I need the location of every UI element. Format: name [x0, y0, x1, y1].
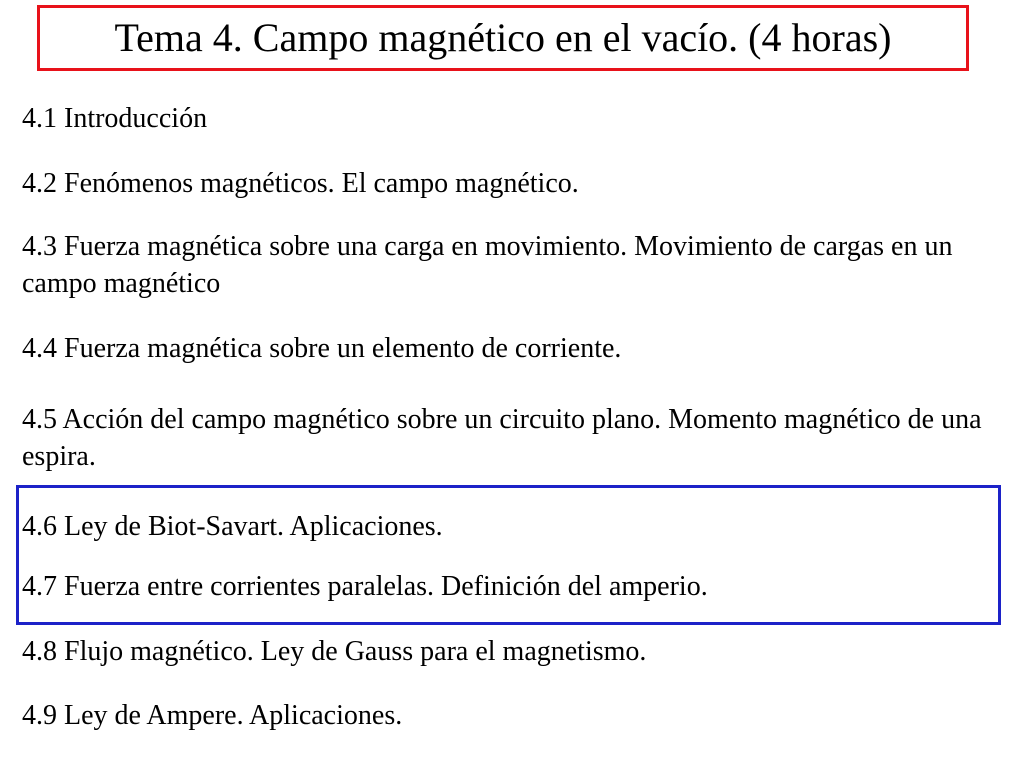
topic-item-4-1: 4.1 Introducción: [22, 103, 208, 134]
topic-item-4-2: 4.2 Fenómenos magnéticos. El campo magnético.: [22, 168, 579, 199]
topic-item-4-4: 4.4 Fuerza magnética sobre un elemento de corriente.: [22, 333, 622, 364]
topic-item-4-3: 4.3 Fuerza magnética sobre una carga en movimiento. Movimiento de cargas en un campo magnético: [22, 231, 953, 299]
slide-title: Tema 4. Campo magnético en el vacío. (4 horas): [114, 15, 892, 60]
topic-item-4-8: 4.8 Flujo magnético. Ley de Gauss para el magnetismo.: [22, 636, 647, 667]
topic-item-4-5: 4.5 Acción del campo magnético sobre un circuito plano. Momento magnético de una espira.: [22, 404, 982, 472]
topic-item-4-9: 4.9 Ley de Ampere. Aplicaciones.: [22, 700, 403, 731]
topic-item-4-6: 4.6 Ley de Biot-Savart. Aplicaciones.: [22, 511, 443, 542]
slide-title-box: [37, 5, 969, 71]
topic-item-4-7: 4.7 Fuerza entre corrientes paralelas. Definición del amperio.: [22, 571, 708, 602]
